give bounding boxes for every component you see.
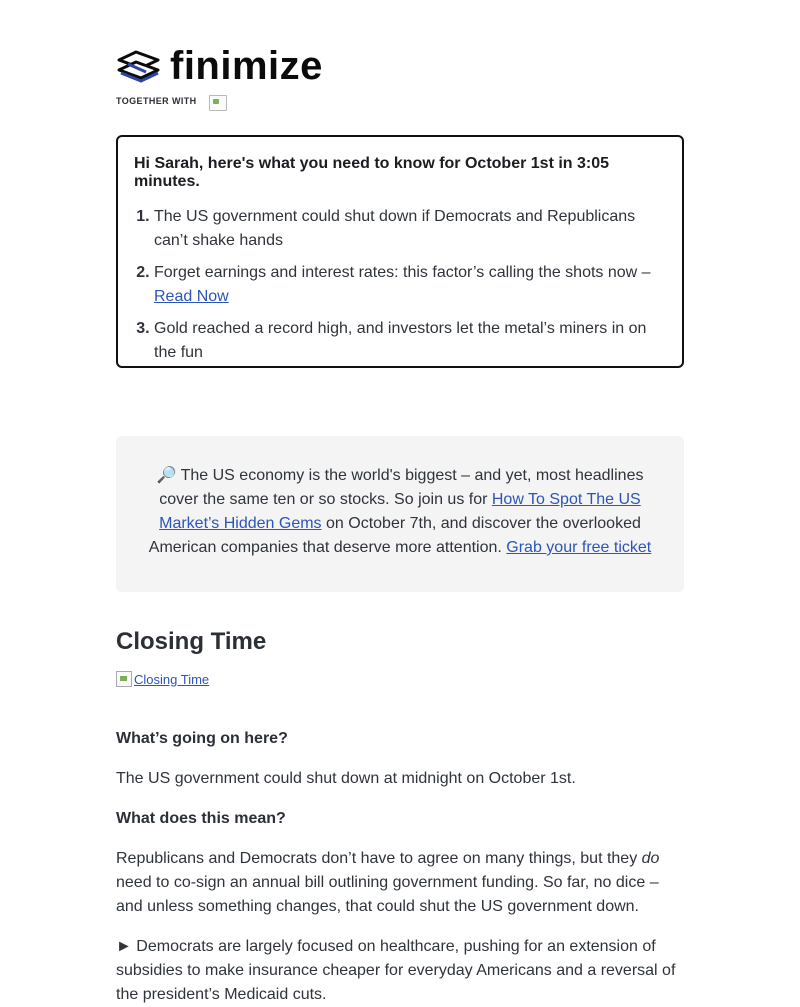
broken-image-icon [116, 671, 132, 687]
partner-logo-icon[interactable] [209, 95, 227, 111]
hidden-gems-link[interactable]: How To Spot The US Market’s Hidden Gems [159, 491, 641, 532]
summary-point-text: The US government could shut down if Democrats and Republicans can’t shake hands [154, 208, 636, 249]
article-title: Closing Time [116, 628, 267, 655]
summary-point [154, 317, 666, 365]
paragraph-text: Republicans and Democrats don’t have to agree on many things, but they [116, 850, 642, 867]
body-paragraph: ► Democrats are largely focused on healthcare, pushing for an extension of subsidies to make insurance cheaper for everyday Americans and a reversal of the president’s Medicaid cuts. [116, 938, 676, 1003]
greeting-date: October 1st [464, 155, 554, 172]
magnifier-icon: 🔎 [156, 467, 177, 484]
brand-header [116, 44, 323, 88]
greeting-in: in [553, 155, 578, 172]
paragraph-emphasis: do [641, 850, 660, 867]
promo-text-2: on October 7th, and discover the overlooked American companies that deserve more attention. [148, 515, 641, 556]
together-with [116, 93, 227, 109]
answer-paragraph: The US government could shut down at midnight on October 1st. [116, 770, 576, 787]
body-paragraph [116, 847, 688, 919]
article-image[interactable] [116, 671, 209, 687]
greeting-read-time: 3:05 minutes [134, 155, 610, 190]
together-with-label: TOGETHER WITH [116, 96, 197, 106]
paragraph-text: need to co-sign an annual bill outlining government funding. So far, no dice – and unless something changes, that could shut the US government down. [116, 874, 659, 915]
greeting-prefix: Hi Sarah, here's what you need to know for [134, 155, 465, 172]
question-heading: What’s going on here? [116, 730, 288, 747]
summary-point-text: Forget earnings and interest rates: this factor’s calling the shots now – [154, 264, 651, 281]
promo-text-1: The US economy is the world's biggest – and yet, most headlines cover the same ten or so stocks. So join us for [159, 467, 644, 508]
promo-box [116, 436, 684, 592]
summary-point [154, 205, 666, 253]
brand-wordmark: finimize [170, 44, 323, 88]
summary-point [154, 261, 666, 309]
summary-box [116, 135, 684, 368]
read-now-link[interactable]: Read Now [154, 288, 229, 305]
article-image-link[interactable]: Closing Time [134, 671, 210, 687]
finimize-logo-icon [116, 46, 162, 86]
summary-list [134, 205, 666, 365]
free-ticket-link[interactable]: Grab your free ticket [506, 539, 652, 556]
summary-point-text: Gold reached a record high, and investors let the metal’s miners in on the fun [154, 320, 647, 361]
greeting [134, 155, 666, 191]
question-heading: What does this mean? [116, 810, 286, 827]
greeting-suffix: . [195, 173, 200, 190]
